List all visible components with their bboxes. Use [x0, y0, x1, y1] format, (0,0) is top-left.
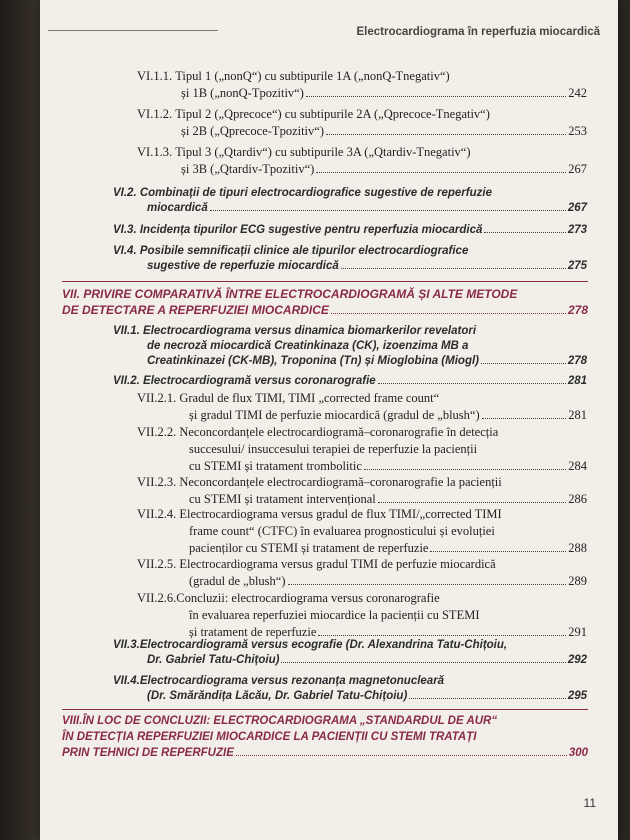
- toc-title-cont: (Dr. Smărăndița Lăcău, Dr. Gabriel Tatu-Chițoiu): [147, 690, 408, 702]
- toc-title-cont: (gradul de „blush“): [189, 574, 286, 588]
- page-number: 11: [583, 796, 596, 810]
- toc-page-number: 273: [567, 224, 587, 236]
- toc-title: VI.3. Incidența tipurilor ECG sugestive pentru reperfuzia miocardică: [113, 224, 483, 236]
- toc-page-number: 242: [568, 86, 587, 100]
- toc-entry-vii-4[interactable]: [113, 674, 587, 704]
- toc-chapter-title: VII. PRIVIRE COMPARATIVĂ ÎNTRE ELECTROCARDIOGRAMĂ ȘI ALTE METODE: [62, 287, 518, 301]
- toc-number: VII.2.6.: [137, 591, 177, 605]
- toc-title-cont: sugestive de reperfuzie miocardică: [147, 260, 339, 272]
- toc-page-number: 284: [568, 459, 587, 473]
- toc-title: Neconcordanțele electrocardiogramă–coronarografie în detecția: [179, 425, 499, 439]
- toc-number: VII.2.1.: [137, 391, 177, 405]
- toc-page-number: 267: [567, 202, 587, 214]
- toc-page-number: 286: [568, 492, 587, 506]
- toc-entry-vi-1-1[interactable]: [137, 68, 587, 102]
- toc-page-number: 278: [567, 355, 587, 367]
- section-divider: [62, 709, 588, 710]
- toc-page-number: 275: [567, 260, 587, 272]
- toc-entry-vii-2[interactable]: [113, 374, 587, 389]
- toc-page-number: 278: [567, 303, 588, 317]
- toc-page-number: 288: [568, 541, 587, 555]
- toc-title-cont: și 3B („Qtardiv-Tpozitiv“): [181, 162, 315, 176]
- toc-page-number: 289: [568, 574, 587, 588]
- toc-chapter-title-cont: ÎN DETECȚIA REPERFUZIEI MIOCARDICE LA PACIENȚII CU STEMI TRATAȚI: [62, 731, 477, 743]
- toc-number: VI.1.3.: [137, 145, 173, 159]
- toc-entry-vi-4[interactable]: [113, 244, 587, 274]
- toc-title-cont: succesului/ insuccesului terapiei de reperfuzie la pacienții: [189, 442, 478, 456]
- toc-number: VII.2.5.: [137, 557, 177, 571]
- header-rule: [48, 30, 218, 31]
- toc-page-number: 267: [568, 162, 587, 176]
- toc-title: Tipul 2 („Qprecoce“) cu subtipurile 2A („Qprecoce-Tnegativ“): [175, 107, 490, 121]
- toc-entry-vii-2-4[interactable]: [137, 506, 587, 557]
- toc-entry-vi-1-2[interactable]: [137, 106, 587, 140]
- toc-entry-vii-2-2[interactable]: [137, 424, 587, 475]
- toc-entry-viii[interactable]: [62, 713, 588, 761]
- toc-title-cont: de necroză miocardică Creatinkinaza (CK), izoenzima MB a: [147, 340, 469, 352]
- toc-entry-vii-2-5[interactable]: [137, 556, 587, 590]
- toc-title: Tipul 1 („nonQ“) cu subtipurile 1A („nonQ-Tnegativ“): [175, 69, 450, 83]
- toc-title: Neconcordanțele electrocardiogramă–coronarografie la pacienții: [179, 475, 502, 489]
- toc-entry-vi-2[interactable]: [113, 186, 587, 216]
- running-head: Electrocardiograma în reperfuzia miocardică: [356, 26, 600, 38]
- toc-page-number: 295: [567, 690, 587, 702]
- toc-number: VII.2.4.: [137, 507, 177, 521]
- toc-title-cont: cu STEMI și tratament intervențional: [189, 492, 376, 506]
- book-page: [40, 0, 618, 840]
- toc-entry-vii-1[interactable]: [113, 324, 587, 369]
- toc-title-cont: în evaluarea reperfuziei miocardice la pacienții cu STEMI: [189, 608, 480, 622]
- toc-entry-vi-1-3[interactable]: [137, 144, 587, 178]
- toc-title-cont: și 2B („Qprecoce-Tpozitiv“): [181, 124, 324, 138]
- toc-entry-vi-3[interactable]: [113, 223, 587, 238]
- toc-title: VII.2. Electrocardiogramă versus coronarografie: [113, 375, 376, 387]
- toc-page-number: 281: [568, 408, 587, 422]
- toc-entry-vii[interactable]: [62, 286, 588, 318]
- toc-title: Tipul 3 („Qtardiv“) cu subtipurile 3A („Qtardiv-Tnegativ“): [175, 145, 471, 159]
- toc-title: Electrocardiograma versus gradul TIMI de perfuzie miocardică: [179, 557, 496, 571]
- toc-number: VI.1.1.: [137, 69, 173, 83]
- section-divider: [62, 281, 588, 282]
- toc-entry-vii-3[interactable]: [113, 638, 587, 668]
- toc-title: Electrocardiograma versus gradul de flux TIMI/„corrected TIMI: [179, 507, 502, 521]
- toc-title: VI.4. Posibile semnificații clinice ale tipurilor electrocardiografice: [113, 245, 469, 257]
- toc-chapter-title-cont: PRIN TEHNICI DE REPERFUZIE: [62, 747, 234, 759]
- toc-title-cont: Dr. Gabriel Tatu-Chițoiu): [147, 654, 280, 666]
- toc-title-cont: și tratament de reperfuzie: [189, 625, 317, 639]
- toc-title: Gradul de flux TIMI, TIMI „corrected frame count“: [179, 391, 440, 405]
- toc-title-cont: miocardică: [147, 202, 208, 214]
- toc-entry-vii-2-3[interactable]: [137, 474, 587, 508]
- toc-chapter-title-cont: DE DETECTARE A REPERFUZIEI MIOCARDICE: [62, 303, 329, 317]
- toc-chapter-title: VIII.ÎN LOC DE CONCLUZII: ELECTROCARDIOGRAMA „STANDARDUL DE AUR“: [62, 715, 498, 727]
- toc-page-number: 300: [568, 747, 588, 759]
- book-spine-shadow: [0, 0, 40, 840]
- toc-title: Concluzii: electrocardiograma versus coronarografie: [176, 591, 440, 605]
- toc-page-number: 292: [567, 654, 587, 666]
- toc-title: VII.1. Electrocardiograma versus dinamica biomarkerilor revelatori: [113, 325, 477, 337]
- toc-title-cont: și 1B („nonQ-Tpozitiv“): [181, 86, 304, 100]
- toc-number: VII.2.2.: [137, 425, 177, 439]
- toc-title-cont: Creatinkinazei (CK-MB), Troponina (Tn) și Mioglobina (Miogl): [147, 355, 479, 367]
- toc-title: VII.3.Electrocardiogramă versus ecografie (Dr. Alexandrina Tatu-Chițoiu,: [113, 639, 508, 651]
- toc-entry-vii-2-6[interactable]: [137, 590, 587, 641]
- toc-title: VI.2. Combinații de tipuri electrocardiografice sugestive de reperfuzie: [113, 187, 492, 199]
- toc-number: VI.1.2.: [137, 107, 173, 121]
- toc-title-cont: și gradul TIMI de perfuzie miocardică (gradul de „blush“): [189, 408, 480, 422]
- toc-entry-vii-2-1[interactable]: [137, 390, 587, 424]
- toc-title-cont: frame count“ (CTFC) în evaluarea prognosticului și evoluției: [189, 524, 495, 538]
- toc-page-number: 291: [568, 625, 587, 639]
- toc-title-cont: cu STEMI și tratament trombolitic: [189, 459, 362, 473]
- toc-page-number: 253: [568, 124, 587, 138]
- toc-page-number: 281: [567, 375, 587, 387]
- toc-number: VII.2.3.: [137, 475, 177, 489]
- toc-title: VII.4.Electrocardiograma versus rezonanța magnetonucleară: [113, 675, 445, 687]
- toc-title-cont: pacienților cu STEMI și tratament de reperfuzie: [189, 541, 429, 555]
